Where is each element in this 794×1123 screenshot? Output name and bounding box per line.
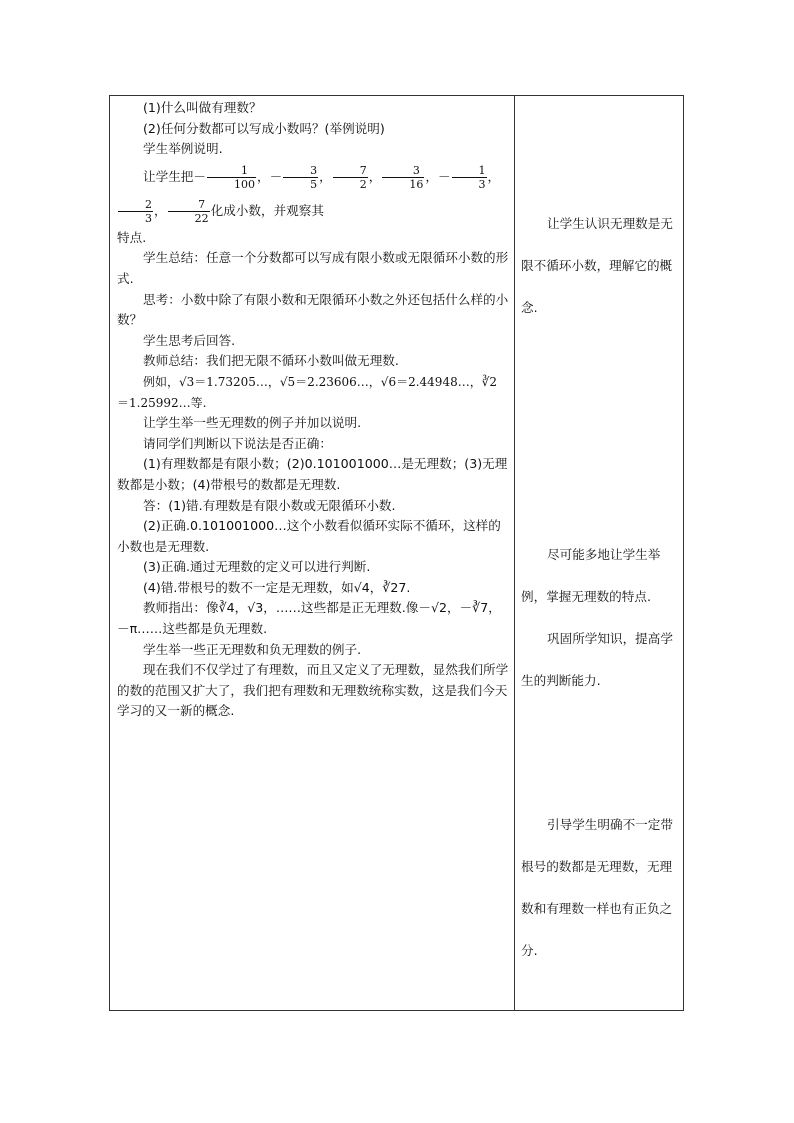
- design-note-2: 尽可能多地让学生举例，掌握无理数的特点.: [521, 547, 661, 604]
- judge-prompt: 请同学们判断以下说法是否正确：: [143, 435, 332, 451]
- student-summary: 学生总结：任意一个分数都可以写成有限小数或无限循环小数的形式.: [117, 250, 509, 286]
- fraction: $\frac{3}{5}$: [283, 164, 318, 191]
- fraction: $\frac{7}{22}$: [168, 198, 210, 225]
- column-divider: [514, 95, 515, 1011]
- fraction-task-tail: 特点.: [117, 229, 147, 245]
- fraction: $\frac{1}{3}$: [452, 164, 487, 191]
- example-roots: 例如，√3＝1.73205…，√5＝2.23606…，√6＝2.44948…，∛2: [143, 374, 497, 389]
- student-irrational-examples: 让学生举一些无理数的例子并加以说明.: [143, 415, 362, 431]
- answer-2: (2)正确.0.101001000…这个小数看似循环实际不循环，这样的小数也是无理数.: [117, 518, 501, 554]
- statements: (1)有理数都是有限小数；(2)0.101001000…是无理数；(3)无理数都是小数；(4)带根号的数都是无理数.: [117, 456, 508, 492]
- student-answer: 学生思考后回答.: [143, 332, 236, 348]
- answer-1: 答：(1)错.有理数是有限小数或无限循环小数.: [143, 497, 396, 513]
- real-number-concept: 现在我们不仅学过了有理数，而且又定义了无理数，显然我们所学的数的范围又扩大了，我们把有理数和无理数统称实数，这是我们今天学习的又一新的概念.: [117, 662, 509, 719]
- teaching-process-column: [117, 98, 510, 722]
- question-2: (2)任何分数都可以写成小数吗？(举例说明): [143, 120, 385, 136]
- student-example: 学生举例说明.: [143, 141, 223, 157]
- question-1: (1)什么叫做有理数？: [143, 100, 262, 115]
- design-note-1: 让学生认识无理数是无限不循环小数，理解它的概念.: [521, 216, 673, 315]
- thinking-question: 思考：小数中除了有限小数和无限循环小数之外还包括什么样的小数？: [117, 291, 509, 328]
- example-roots-tail: ＝1.25992…等.: [117, 395, 207, 410]
- fraction: $\frac{3}{16}$: [382, 164, 424, 191]
- design-note-4: 引导学生明确不一定带根号的数都是无理数，无理数和有理数一样也有正负之分.: [521, 817, 673, 958]
- fraction-task: 让学生把－ $\frac{1}{100}$ ，－ $\frac{3}{5}$ ， $\frac{7}{2}$ ， $\frac{3}{16}$ ，－ $\frac{1}{3}$ ， $\frac{2}{3}$ ， $\frac{7}{22}$ 化成小数，并观察其: [117, 160, 510, 228]
- fraction: $\frac{7}{2}$: [333, 164, 368, 191]
- fraction: $\frac{1}{100}$: [207, 164, 256, 191]
- answer-3: (3)正确.通过无理数的定义可以进行判断.: [143, 559, 371, 575]
- fraction: $\frac{2}{3}$: [118, 198, 153, 225]
- student-sign-examples: 学生举一些正无理数和负无理数的例子.: [143, 641, 362, 657]
- teacher-points: 教师指出：像∛4，√3，……这些都是正无理数.像－√2，－∛7，－π……这些都是负无理数.: [117, 600, 501, 637]
- teacher-summary: 教师总结：我们把无限不循环小数叫做无理数.: [143, 353, 399, 369]
- answer-4: (4)错.带根号的数不一定是无理数，如√4，∛27.: [143, 579, 411, 595]
- design-note-3: 巩固所学知识，提高学生的判断能力.: [521, 631, 673, 688]
